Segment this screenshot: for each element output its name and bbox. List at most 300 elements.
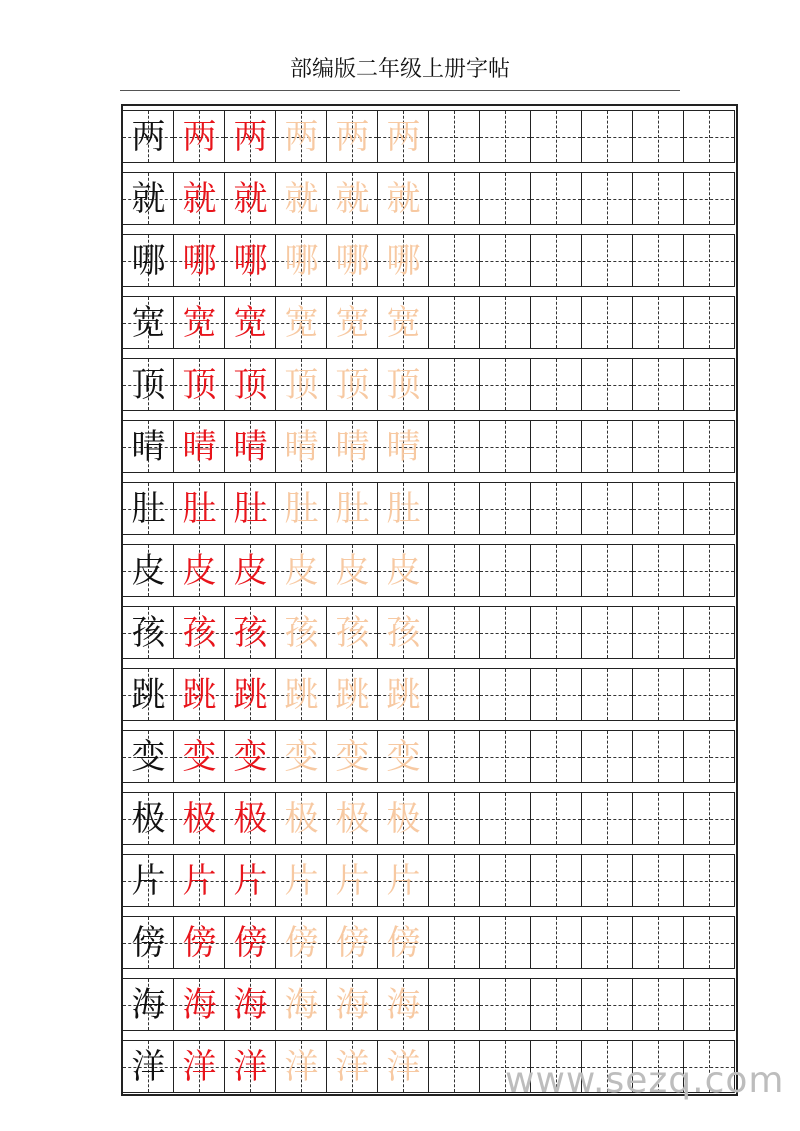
blank-practice-cell [633, 544, 684, 597]
model-character: 片 [131, 861, 166, 901]
guide-line-vertical [709, 917, 710, 968]
trace-character: 跳 [335, 675, 370, 715]
guide-line-vertical [658, 731, 659, 782]
blank-practice-cell [429, 854, 480, 907]
copy-cell [225, 730, 276, 783]
model-cell [123, 668, 174, 721]
blank-practice-cell [684, 544, 735, 597]
blank-practice-cell [633, 730, 684, 783]
trace-cell [378, 420, 429, 473]
guide-line-vertical [607, 855, 608, 906]
guide-line-vertical [505, 731, 506, 782]
blank-practice-cell [582, 730, 633, 783]
blank-practice-cell [684, 854, 735, 907]
guide-line-vertical [556, 669, 557, 720]
model-character: 就 [131, 179, 166, 219]
trace-cell [276, 420, 327, 473]
practice-row [123, 730, 736, 783]
blank-practice-cell [684, 606, 735, 659]
trace-cell [327, 916, 378, 969]
copy-cell [225, 544, 276, 597]
blank-practice-cell [582, 296, 633, 349]
copy-character: 海 [233, 985, 268, 1025]
guide-line-vertical [709, 793, 710, 844]
guide-line-vertical [454, 607, 455, 658]
blank-practice-cell [633, 296, 684, 349]
blank-practice-cell [582, 172, 633, 225]
blank-practice-cell [633, 854, 684, 907]
blank-practice-cell [480, 544, 531, 597]
guide-line-vertical [709, 297, 710, 348]
trace-cell [378, 296, 429, 349]
practice-row [123, 234, 736, 287]
trace-cell [327, 792, 378, 845]
trace-cell [378, 482, 429, 535]
trace-cell [276, 1040, 327, 1093]
trace-character: 变 [386, 737, 421, 777]
blank-practice-cell [531, 110, 582, 163]
trace-character: 跳 [284, 675, 319, 715]
trace-character: 哪 [335, 241, 370, 281]
guide-line-vertical [607, 979, 608, 1030]
blank-practice-cell [582, 234, 633, 287]
guide-line-vertical [658, 359, 659, 410]
blank-practice-cell [429, 420, 480, 473]
guide-line-vertical [709, 359, 710, 410]
trace-cell [276, 730, 327, 783]
trace-cell [327, 482, 378, 535]
trace-cell [327, 358, 378, 411]
trace-character: 晴 [335, 427, 370, 467]
copy-character: 顶 [182, 365, 217, 405]
practice-row [123, 792, 736, 845]
model-character: 肚 [131, 489, 166, 529]
blank-practice-cell [684, 482, 735, 535]
guide-line-vertical [556, 173, 557, 224]
trace-cell [276, 854, 327, 907]
guide-line-vertical [709, 235, 710, 286]
copy-character: 晴 [182, 427, 217, 467]
copy-cell [225, 1040, 276, 1093]
guide-line-vertical [658, 421, 659, 472]
guide-line-vertical [607, 793, 608, 844]
guide-line-vertical [505, 793, 506, 844]
guide-line-vertical [658, 173, 659, 224]
guide-line-vertical [556, 793, 557, 844]
guide-line-vertical [505, 235, 506, 286]
guide-line-vertical [505, 607, 506, 658]
guide-line-vertical [709, 731, 710, 782]
model-cell [123, 854, 174, 907]
trace-character: 就 [335, 179, 370, 219]
blank-practice-cell [633, 978, 684, 1031]
copy-cell [174, 172, 225, 225]
model-character: 傍 [131, 923, 166, 963]
blank-practice-cell [531, 544, 582, 597]
trace-character: 极 [335, 799, 370, 839]
blank-practice-cell [429, 482, 480, 535]
guide-line-vertical [658, 917, 659, 968]
guide-line-vertical [709, 173, 710, 224]
guide-line-vertical [505, 421, 506, 472]
model-cell [123, 916, 174, 969]
trace-character: 晴 [284, 427, 319, 467]
trace-cell [276, 172, 327, 225]
blank-practice-cell [480, 110, 531, 163]
copy-cell [225, 234, 276, 287]
blank-practice-cell [582, 606, 633, 659]
copy-character: 海 [182, 985, 217, 1025]
guide-line-vertical [607, 359, 608, 410]
blank-practice-cell [684, 172, 735, 225]
copy-character: 洋 [233, 1047, 268, 1087]
trace-cell [276, 296, 327, 349]
blank-practice-cell [633, 792, 684, 845]
copy-character: 就 [233, 179, 268, 219]
blank-practice-cell [429, 110, 480, 163]
blank-practice-cell [480, 854, 531, 907]
trace-character: 宽 [386, 303, 421, 343]
trace-character: 两 [335, 117, 370, 157]
guide-line-vertical [658, 793, 659, 844]
guide-line-vertical [709, 855, 710, 906]
guide-line-vertical [556, 483, 557, 534]
model-character: 海 [131, 985, 166, 1025]
blank-practice-cell [633, 358, 684, 411]
guide-line-vertical [505, 979, 506, 1030]
trace-cell [378, 916, 429, 969]
trace-cell [276, 110, 327, 163]
guide-line-vertical [454, 669, 455, 720]
trace-cell [327, 854, 378, 907]
blank-practice-cell [480, 792, 531, 845]
trace-character: 洋 [335, 1047, 370, 1087]
blank-practice-cell [684, 296, 735, 349]
practice-row [123, 358, 736, 411]
guide-line-vertical [709, 607, 710, 658]
trace-character: 肚 [284, 489, 319, 529]
copy-cell [225, 358, 276, 411]
model-cell [123, 296, 174, 349]
model-cell [123, 234, 174, 287]
model-cell [123, 358, 174, 411]
model-character: 跳 [131, 675, 166, 715]
guide-line-vertical [709, 979, 710, 1030]
guide-line-vertical [556, 607, 557, 658]
trace-cell [378, 854, 429, 907]
model-character: 哪 [131, 241, 166, 281]
guide-line-vertical [709, 483, 710, 534]
copy-cell [174, 482, 225, 535]
guide-line-vertical [505, 917, 506, 968]
model-character: 晴 [131, 427, 166, 467]
guide-line-vertical [454, 855, 455, 906]
model-cell [123, 544, 174, 597]
guide-line-vertical [556, 235, 557, 286]
practice-row [123, 296, 736, 349]
trace-character: 哪 [284, 241, 319, 281]
blank-practice-cell [684, 978, 735, 1031]
copy-cell [174, 296, 225, 349]
guide-line-vertical [658, 297, 659, 348]
copy-character: 就 [182, 179, 217, 219]
copy-cell [174, 544, 225, 597]
copy-character: 变 [233, 737, 268, 777]
guide-line-vertical [709, 421, 710, 472]
copy-cell [174, 234, 225, 287]
model-cell [123, 420, 174, 473]
trace-cell [378, 730, 429, 783]
blank-practice-cell [480, 730, 531, 783]
practice-row [123, 172, 736, 225]
copy-character: 孩 [182, 613, 217, 653]
blank-practice-cell [633, 482, 684, 535]
trace-character: 极 [386, 799, 421, 839]
blank-practice-cell [480, 420, 531, 473]
copy-character: 顶 [233, 365, 268, 405]
trace-character: 两 [386, 117, 421, 157]
guide-line-vertical [454, 1041, 455, 1092]
guide-line-vertical [556, 855, 557, 906]
copy-character: 极 [182, 799, 217, 839]
blank-practice-cell [684, 730, 735, 783]
copy-character: 片 [182, 861, 217, 901]
copy-character: 两 [233, 117, 268, 157]
blank-practice-cell [531, 730, 582, 783]
blank-practice-cell [582, 792, 633, 845]
guide-line-vertical [505, 483, 506, 534]
blank-practice-cell [429, 296, 480, 349]
blank-practice-cell [480, 358, 531, 411]
blank-practice-cell [480, 482, 531, 535]
blank-practice-cell [531, 854, 582, 907]
guide-line-vertical [556, 111, 557, 162]
copy-cell [225, 792, 276, 845]
blank-practice-cell [633, 172, 684, 225]
trace-character: 海 [284, 985, 319, 1025]
model-character: 变 [131, 737, 166, 777]
guide-line-vertical [454, 979, 455, 1030]
guide-line-vertical [607, 235, 608, 286]
guide-line-vertical [556, 297, 557, 348]
copy-character: 变 [182, 737, 217, 777]
blank-practice-cell [531, 668, 582, 721]
blank-practice-cell [582, 916, 633, 969]
blank-practice-cell [531, 358, 582, 411]
model-character: 极 [131, 799, 166, 839]
copy-cell [225, 668, 276, 721]
guide-line-vertical [607, 669, 608, 720]
blank-practice-cell [684, 420, 735, 473]
trace-character: 孩 [284, 613, 319, 653]
blank-practice-cell [633, 234, 684, 287]
blank-practice-cell [684, 792, 735, 845]
trace-character: 皮 [284, 551, 319, 591]
blank-practice-cell [531, 234, 582, 287]
copy-character: 皮 [233, 551, 268, 591]
guide-line-vertical [454, 917, 455, 968]
trace-cell [327, 730, 378, 783]
copy-cell [174, 606, 225, 659]
trace-character: 片 [386, 861, 421, 901]
trace-cell [327, 172, 378, 225]
guide-line-vertical [454, 111, 455, 162]
trace-character: 变 [335, 737, 370, 777]
trace-character: 晴 [386, 427, 421, 467]
practice-sheet [121, 104, 738, 1096]
guide-line-vertical [556, 917, 557, 968]
model-cell [123, 172, 174, 225]
practice-row [123, 482, 736, 535]
blank-practice-cell [582, 854, 633, 907]
copy-character: 宽 [233, 303, 268, 343]
copy-cell [174, 358, 225, 411]
trace-cell [378, 978, 429, 1031]
copy-cell [174, 978, 225, 1031]
guide-line-vertical [556, 421, 557, 472]
trace-cell [276, 606, 327, 659]
model-character: 洋 [131, 1047, 166, 1087]
trace-character: 宽 [335, 303, 370, 343]
model-cell [123, 482, 174, 535]
blank-practice-cell [429, 606, 480, 659]
trace-cell [276, 234, 327, 287]
trace-cell [276, 978, 327, 1031]
copy-cell [225, 854, 276, 907]
guide-line-vertical [556, 731, 557, 782]
guide-line-vertical [607, 173, 608, 224]
blank-practice-cell [531, 296, 582, 349]
guide-line-vertical [454, 483, 455, 534]
blank-practice-cell [429, 730, 480, 783]
blank-practice-cell [633, 916, 684, 969]
trace-character: 跳 [386, 675, 421, 715]
guide-line-vertical [505, 855, 506, 906]
blank-practice-cell [684, 234, 735, 287]
practice-row [123, 606, 736, 659]
copy-character: 肚 [233, 489, 268, 529]
blank-practice-cell [633, 606, 684, 659]
trace-character: 宽 [284, 303, 319, 343]
model-cell [123, 730, 174, 783]
blank-practice-cell [582, 358, 633, 411]
blank-practice-cell [531, 172, 582, 225]
guide-line-vertical [556, 545, 557, 596]
trace-character: 傍 [284, 923, 319, 963]
practice-row [123, 668, 736, 721]
copy-character: 片 [233, 861, 268, 901]
watermark: www.sezq.com [505, 1060, 785, 1101]
blank-practice-cell [429, 792, 480, 845]
blank-practice-cell [531, 792, 582, 845]
model-cell [123, 110, 174, 163]
practice-row [123, 854, 736, 907]
copy-cell [174, 1040, 225, 1093]
trace-cell [276, 544, 327, 597]
blank-practice-cell [531, 482, 582, 535]
model-character: 两 [131, 117, 166, 157]
model-cell [123, 792, 174, 845]
trace-character: 皮 [386, 551, 421, 591]
blank-practice-cell [429, 234, 480, 287]
blank-practice-cell [429, 172, 480, 225]
guide-line-vertical [607, 607, 608, 658]
copy-character: 傍 [182, 923, 217, 963]
copy-cell [174, 668, 225, 721]
blank-practice-cell [429, 978, 480, 1031]
practice-row [123, 544, 736, 597]
copy-cell [225, 420, 276, 473]
trace-cell [327, 544, 378, 597]
trace-cell [276, 358, 327, 411]
model-cell [123, 1040, 174, 1093]
trace-character: 洋 [284, 1047, 319, 1087]
guide-line-vertical [505, 545, 506, 596]
trace-character: 就 [284, 179, 319, 219]
guide-line-vertical [658, 483, 659, 534]
guide-line-vertical [709, 111, 710, 162]
guide-line-vertical [454, 173, 455, 224]
copy-cell [174, 730, 225, 783]
trace-character: 顶 [284, 365, 319, 405]
guide-line-vertical [556, 359, 557, 410]
trace-cell [276, 668, 327, 721]
copy-cell [174, 854, 225, 907]
guide-line-vertical [607, 111, 608, 162]
copy-character: 极 [233, 799, 268, 839]
blank-practice-cell [531, 978, 582, 1031]
trace-cell [378, 358, 429, 411]
blank-practice-cell [582, 544, 633, 597]
blank-practice-cell [480, 172, 531, 225]
title-underline [120, 90, 680, 91]
trace-cell [378, 668, 429, 721]
trace-character: 肚 [335, 489, 370, 529]
blank-practice-cell [480, 234, 531, 287]
blank-practice-cell [429, 1040, 480, 1093]
guide-line-vertical [709, 545, 710, 596]
guide-line-vertical [505, 111, 506, 162]
guide-line-vertical [505, 669, 506, 720]
trace-character: 洋 [386, 1047, 421, 1087]
trace-character: 哪 [386, 241, 421, 281]
trace-character: 就 [386, 179, 421, 219]
blank-practice-cell [429, 358, 480, 411]
guide-line-vertical [658, 607, 659, 658]
copy-cell [225, 482, 276, 535]
guide-line-vertical [505, 173, 506, 224]
copy-character: 皮 [182, 551, 217, 591]
blank-practice-cell [480, 668, 531, 721]
guide-line-vertical [454, 793, 455, 844]
trace-character: 傍 [335, 923, 370, 963]
blank-practice-cell [480, 978, 531, 1031]
trace-cell [276, 916, 327, 969]
model-cell [123, 978, 174, 1031]
blank-practice-cell [429, 916, 480, 969]
trace-character: 极 [284, 799, 319, 839]
blank-practice-cell [429, 544, 480, 597]
trace-cell [378, 110, 429, 163]
copy-cell [225, 606, 276, 659]
guide-line-vertical [658, 855, 659, 906]
guide-line-vertical [607, 483, 608, 534]
guide-line-vertical [658, 669, 659, 720]
blank-practice-cell [531, 420, 582, 473]
guide-line-vertical [658, 545, 659, 596]
blank-practice-cell [582, 482, 633, 535]
copy-cell [225, 110, 276, 163]
